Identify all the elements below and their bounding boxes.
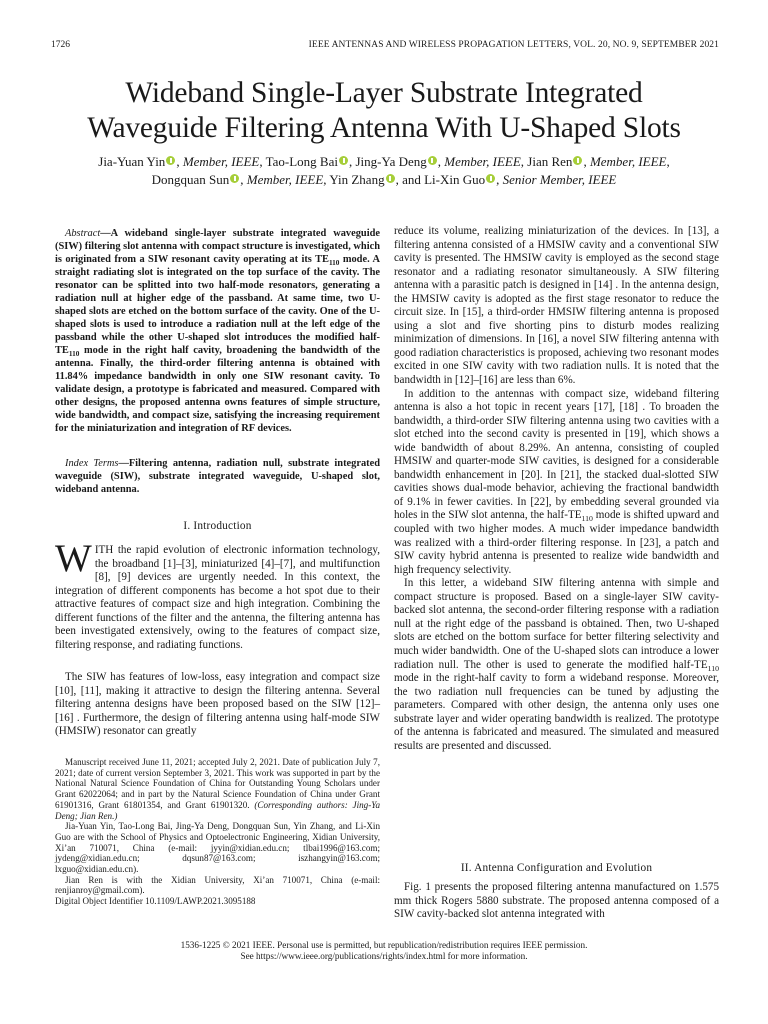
orcid-icon[interactable] bbox=[339, 156, 348, 165]
running-header: IEEE ANTENNAS AND WIRELESS PROPAGATION LETTERS, VOL. 20, NO. 9, SEPTEMBER 2021 bbox=[308, 40, 719, 50]
index-terms-lead: Index Terms bbox=[65, 458, 119, 469]
intro-paragraph-2: The SIW has features of low-loss, easy integration and compact size [10], [11], making it attractive to design the filtering antenna. Several filtering antenna designs have been proposed based on the SIW [12]–[16] . Furthermore, the design of filtering antenna using half-mode SIW (HMSIW) resonator can greatly bbox=[55, 671, 380, 738]
orcid-icon[interactable] bbox=[428, 156, 437, 165]
copyright-footer bbox=[0, 940, 768, 962]
footnote-doi: Digital Object Identifier 10.1109/LAWP.2021.3095188 bbox=[55, 896, 256, 907]
page-number: 1726 bbox=[51, 40, 70, 50]
footnote-received: Manuscript received June 11, 2021; accepted July 2, 2021. Date of publication July 7, 2021; date of current version September 3, 2021. This work was supported in part by the National Natural Science Foundation of China for Outstanding Young Scholars under Grant 62022064; and in part by the Natural Science Foundation of China under Grant 61901316, Grant 61801354, and Grant 61901320. (Corresponding authors: Jing-Ya Deng; Jian Ren.) bbox=[55, 757, 380, 821]
author-role: Member, IEEE bbox=[589, 154, 667, 169]
author-role: Member, IEEE bbox=[444, 154, 521, 169]
author-list: Jia-Yuan Yin , Member, IEEE, Tao-Long Bai , Jing-Ya Deng , Member, IEEE, Jian Ren , Member, IEEE, Dongquan Sun , Member, IEEE, Yin Zhang , and Li-Xin Guo , Senior Member, IEEE bbox=[98, 154, 670, 187]
abstract-text: A wideband single-layer substrate integrated waveguide (SIW) filtering slot antenna with compact structure is investigated, which is originated from a SIW resonant cavity operating at its TE bbox=[55, 228, 380, 265]
intro-paragraph-1 bbox=[55, 537, 380, 652]
author-name: Jia-Yuan Yin bbox=[98, 154, 166, 169]
intro-text: ITH the rapid evolution of electronic information technology, the broadband [1]–[3], miniaturized [4]–[7], and multifunction [8], [9] devices are urgently needed. In this context, the integration of different components has become a hot spot due to their attractive features of compact size and high integration. Combining the different functions of the filter and the antenna, the filtering antenna has been investigated extensively, owing to the features of compact size, filtering response, and radiating functions. bbox=[55, 544, 380, 651]
author-name: Jian Ren bbox=[527, 154, 573, 169]
orcid-icon[interactable] bbox=[386, 174, 395, 183]
abstract-lead: Abstract bbox=[65, 228, 101, 239]
section-heading-antenna-configuration: II. Antenna Configuration and Evolution bbox=[460, 862, 653, 874]
orcid-icon[interactable] bbox=[486, 174, 495, 183]
footer-line-2: See https://www.ieee.org/publications/rights/index.html for more information. bbox=[240, 951, 528, 961]
author-name: Tao-Long Bai bbox=[265, 154, 338, 169]
author-name: Yin Zhang bbox=[329, 172, 385, 187]
drop-cap: W bbox=[55, 537, 92, 580]
abstract-subscript: 110 bbox=[328, 259, 340, 268]
abstract-text: mode. A straight radiating slot is integrated on the top surface of the cavity. The resonator can be splitted into two half-mode resonators, generating a radiation null at higher edge of the passband. At same time, two U-shaped slots are etched on the bottom surface of the cavity. One of the U-shaped slots is used to introduce a radiation null at the left edge of the passband while the other U-shaped slot introduces the modified half-TE bbox=[55, 254, 381, 356]
right-column bbox=[394, 225, 719, 753]
footnotes bbox=[55, 757, 380, 907]
author-role: Member, IEEE bbox=[246, 172, 324, 187]
author-role: Member, IEEE bbox=[182, 154, 260, 169]
orcid-icon[interactable] bbox=[166, 156, 175, 165]
paper-title bbox=[40, 76, 728, 146]
author-name: Jing-Ya Deng bbox=[355, 154, 427, 169]
right-paragraph-3: In this letter, a wideband SIW filtering antenna with simple and compact structure is proposed. Based on a single-layer SIW cavity-backed slot antenna, the second-order filtering response with a radiation null at the right edge of the passband is obtained. Then, two U-shaped slots are etched on the bottom surface for better filtering selectivity and much wider bandwidth. One of the U-shaped slots can introduce a lower radiation null. The other is used to generate the modified half-$TE_{110}$ mode in the right-half cavity to form a wideband response. Moreover, the two radiation null frequencies can be tuned by adjusting the parameters. Compared with other design, the antenna only uses one substrate layer and wider operating bandwidth is realized. The prototype of the antenna is fabricated and measured. The simulated and measured results are presented and discussed. bbox=[394, 577, 719, 752]
index-terms-dash: — bbox=[118, 458, 129, 469]
orcid-icon[interactable] bbox=[573, 156, 582, 165]
abstract-text: mode in the right half cavity, broadening the bandwidth of the antenna. Finally, the third-order filtering antenna is obtained with 11.84% impedance bandwidth in only one SIW resonant cavity. To validate design, a prototype is fabricated and measured. Compared with other designs, the proposed antenna owns features of simple structure, wide bandwidth, and compact size, satisfying the increasing requirement for the miniaturization and integration of RF devices. bbox=[55, 345, 380, 434]
abstract-dash: — bbox=[100, 228, 111, 239]
right-paragraph-1: reduce its volume, realizing miniaturization of the devices. In [13], a filtering antenna consisted of a HMSIW cavity and a conventional SIW cavity is presented. The HMSIW cavity is employed as the second stage resonator and a radiating resonator simultaneously. A SIW filtering antenna with a parasitic patch is designed in [14] . In the antenna design, the HMSIW cavity is adopted as the first stage resonator to reduce the circuit size. In [15], a third-order HMSIW filtering antenna is proposed using a slot and five shorting pins to disturb modes realizing minimization of dimensions. In [16], a novel SIW filtering antenna with good radiation characteristics is proposed, achieving two resonant modes excited in one SIW cavity with two radiation nulls. It is noted that the bandwidth in [12]–[16] are less than 6%. bbox=[394, 225, 719, 387]
abstract bbox=[55, 227, 380, 435]
orcid-icon[interactable] bbox=[230, 174, 239, 183]
index-terms-text: Filtering antenna, radiation null, substrate integrated waveguide (SIW), substrate integrated waveguide, U-shaped slot, wideband antenna. bbox=[55, 458, 381, 495]
section2-paragraph-1: Fig. 1 presents the proposed filtering antenna manufactured on 1.575 mm thick Rogers 5880 substrate. The proposed antenna composed of a SIW cavity-backed slot antenna integrated with bbox=[394, 881, 719, 921]
right-paragraph-2: In addition to the antennas with compact size, wideband filtering antenna is also a hot topic in recent years [17], [18] . To broaden the bandwidth, a third-order SIW filtering antenna using two cavities with a slot etched into the second cavity is presented in [19], which shows a wide bandwidth of about 8.29%. An antenna, consisting of coupled HMSIW and quarter-mode SIW cavities, is designed for a considerable bandwidth enhancement in [20]. In [21], the stacked dual-slotted SIW cavities shows dual-mode behavior, achieving the fractional bandwidth of 9.1% in fewer cavities. In [22], by embedding several grounded via holes in the SIW slot antenna, the half-$TE_{110}$ mode is shifted upward and coupled with two higher modes. A much wider impedance bandwidth was realized with a third-order filtering response. In [23], a patch and SIW cavity hybrid antenna is presented to realize wide bandwidth and high frequency selectivity. bbox=[394, 387, 719, 576]
footnote-affiliation-2: Jian Ren is with the Xidian University, Xi’an 710071, China (e-mail: renjianroy@gmail.com). bbox=[55, 874, 380, 896]
title-line-2: Waveguide Filtering Antenna With U-Shaped Slots bbox=[87, 112, 681, 144]
corresponding-authors: (Corresponding authors: Jing-Ya Deng; Jian Ren.) bbox=[55, 799, 380, 821]
footnote-affiliation-1: Jia-Yuan Yin, Tao-Long Bai, Jing-Ya Deng, Dongquan Sun, Yin Zhang, and Li-Xin Guo are with the School of Physics and Optoelectronic Engineering, Xidian University, Xi’an 710071, China (e-mail: jyyin@xidian.edu.cn; tlbai1996@163.com; jydeng@xidian.edu.cn; dqsun87@163.com; iszhangyin@163.com; lxguo@xidian.edu.cn). bbox=[55, 821, 380, 875]
abstract-subscript: 110 bbox=[68, 350, 80, 359]
section-heading-introduction: I. Introduction bbox=[183, 520, 252, 532]
author-role: Senior Member, IEEE bbox=[502, 172, 617, 187]
author-name: Li-Xin Guo bbox=[424, 172, 486, 187]
title-line-1: Wideband Single-Layer Substrate Integrated bbox=[125, 77, 643, 109]
author-name: Dongquan Sun bbox=[151, 172, 230, 187]
index-terms bbox=[55, 457, 380, 496]
footer-line-1: 1536-1225 © 2021 IEEE. Personal use is permitted, but republication/redistribution requires IEEE permission. bbox=[180, 940, 588, 950]
